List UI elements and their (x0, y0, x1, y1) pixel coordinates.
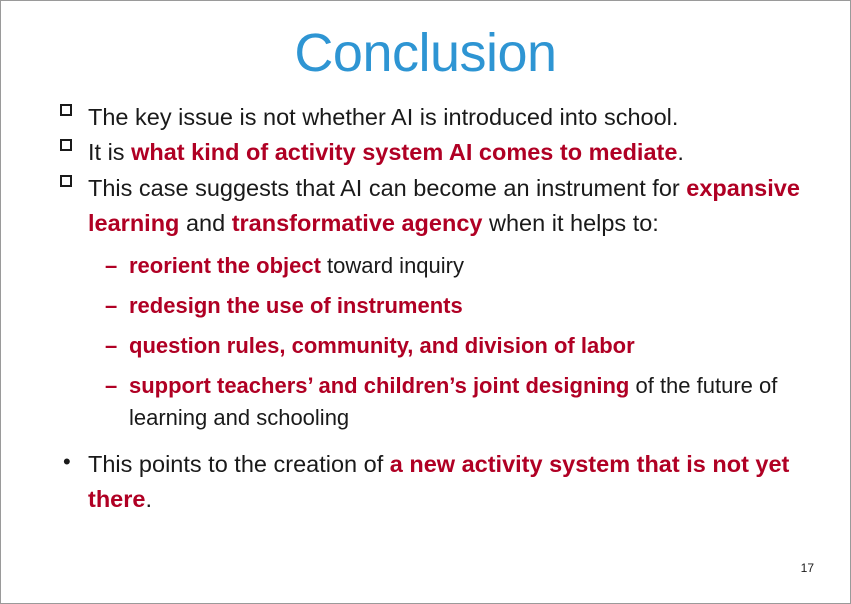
bullet-item (57, 100, 820, 135)
dash-bullet-icon: – (105, 373, 118, 399)
dash-bullet-icon: – (105, 252, 118, 278)
sub-bullet-item (57, 250, 820, 281)
bullet-text: when it helps to: (482, 209, 659, 236)
dash-bullet-icon: – (105, 333, 118, 359)
bullet-text: This case suggests that AI can become an instrument for (88, 175, 687, 202)
bullet-item (57, 171, 820, 241)
bullet-text-emphasis: expansive learning (88, 175, 800, 236)
bullet-text-emphasis: a new activity system that is not yet there (88, 450, 790, 512)
bullet-item (57, 135, 820, 170)
bullet-text-emphasis: what kind of activity system AI comes to mediate (131, 139, 678, 166)
bullet-text: of the future of learning and schooling (129, 373, 778, 430)
dash-bullet-icon: – (105, 292, 118, 318)
bullet-text-emphasis: support teachers’ and children’s joint designing (129, 373, 630, 399)
bullet-text: toward inquiry (320, 252, 464, 278)
sub-bullet-item (57, 330, 820, 361)
page-title: Conclusion (294, 23, 557, 83)
slide-body (1, 100, 850, 517)
bullet-text: This points to the creation of (88, 450, 390, 477)
bullet-item (57, 447, 820, 517)
square-bullet-icon (60, 139, 72, 151)
dot-bullet-icon: • (63, 448, 71, 474)
bullet-text: . (677, 139, 684, 166)
bullet-text: . (145, 485, 152, 512)
bullet-text-emphasis: transformative agency (231, 209, 483, 236)
bullet-text: The key issue is not whether AI is introduced into school. (88, 103, 679, 130)
bullet-text-emphasis: redesign the use of instruments (129, 292, 463, 318)
sub-bullet-item (57, 290, 820, 321)
bullet-text: It is (88, 139, 132, 166)
bullet-text-emphasis: question rules, community, and division of labor (129, 333, 635, 359)
square-bullet-icon (60, 175, 72, 187)
page-number: 17 (800, 561, 814, 575)
bullet-text-emphasis: reorient the object (129, 252, 321, 278)
sub-bullet-item (57, 370, 820, 432)
bullet-text: and (179, 209, 232, 236)
square-bullet-icon (60, 104, 72, 116)
